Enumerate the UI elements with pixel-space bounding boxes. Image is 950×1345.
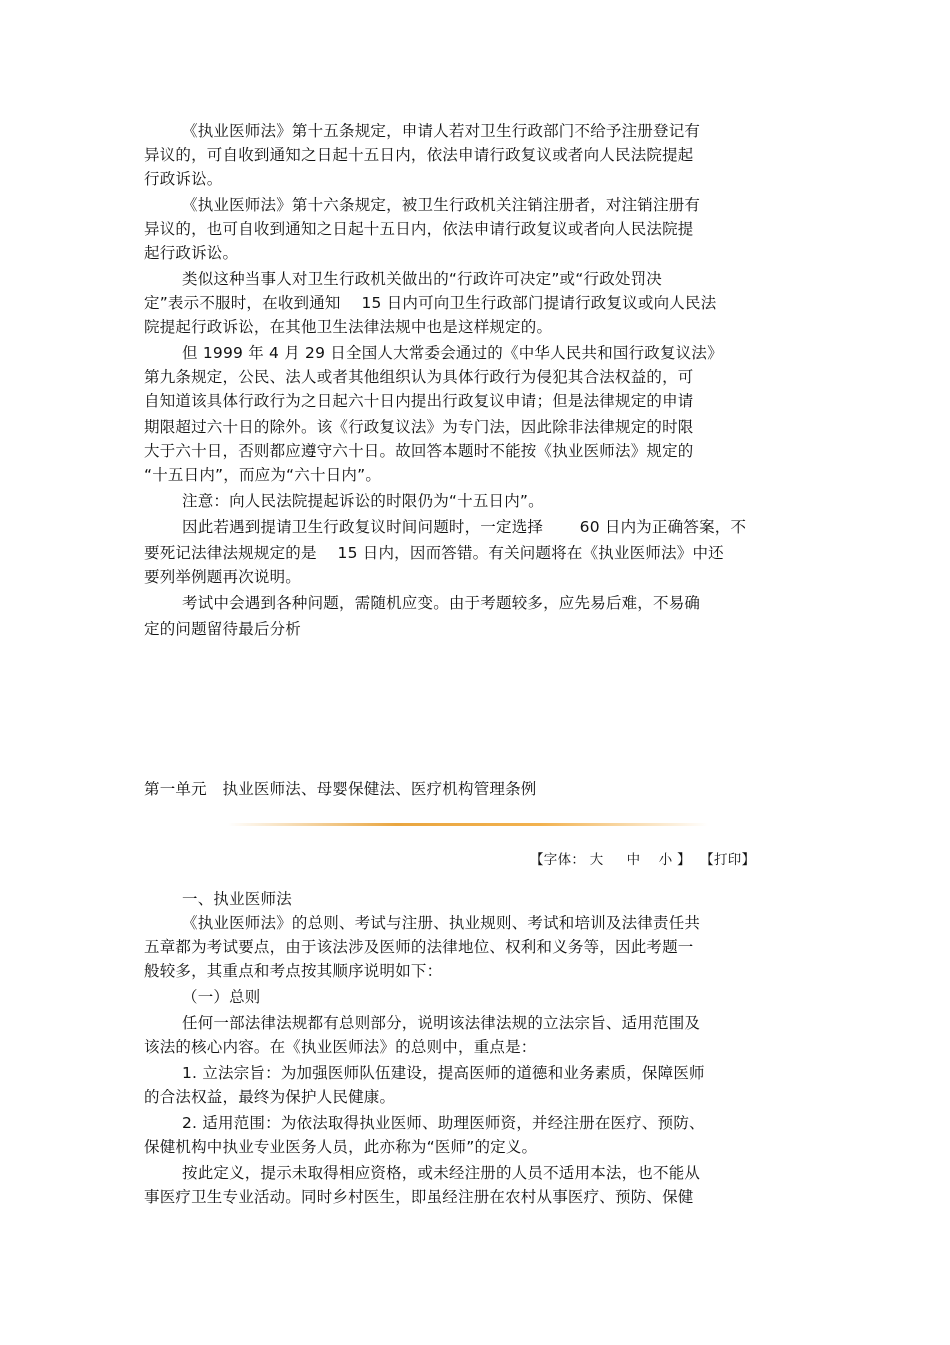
paragraph-line: 大于六十日，否则都应遵守六十日。故回答本题时不能按《执业医师法》规定的 xyxy=(144,442,694,460)
paragraph-line: 但 1999 年 4 月 29 日全国人大常委会通过的《中华人民共和国行政复议法》 xyxy=(182,344,723,362)
paragraph-line: 《执业医师法》的总则、考试与注册、执业规则、考试和培训及法律责任共 xyxy=(182,914,701,932)
section-heading: 一、执业医师法 xyxy=(182,890,292,908)
font-print-toolbar xyxy=(530,851,755,869)
print-button[interactable]: 【打印】 xyxy=(700,852,756,868)
paragraph-line: 要死记法律法规规定的是 15 日内，因而答错。有关问题将在《执业医师法》中还 xyxy=(144,544,724,562)
font-small-button[interactable]: 小 xyxy=(658,852,673,868)
paragraph-line: 异议的，也可自收到通知之日起十五日内，依法申请行政复议或者向人民法院提 xyxy=(144,220,694,238)
paragraph-line: 定的问题留待最后分析 xyxy=(144,620,302,638)
paragraph-line: 因此若遇到提请卫生行政复议时间问题时，一定选择 60 日内为正确答案，不 xyxy=(182,518,747,536)
paragraph-line: 《执业医师法》第十六条规定，被卫生行政机关注销注册者，对注销注册有 xyxy=(182,196,701,214)
subsection-heading: （一）总则 xyxy=(182,988,261,1006)
paragraph-line: 第九条规定，公民、法人或者其他组织认为具体行政行为侵犯其合法权益的，可 xyxy=(144,368,694,386)
paragraph-line: 按此定义，提示未取得相应资格，或未经注册的人员不适用本法，也不能从 xyxy=(182,1164,701,1182)
paragraph-line: 1. 立法宗旨：为加强医师队伍建设，提高医师的道德和业务素质，保障医师 xyxy=(182,1064,705,1082)
unit-title: 第一单元 执业医师法、母婴保健法、医疗机构管理条例 xyxy=(144,780,537,798)
paragraph-line: 般较多，其重点和考点按其顺序说明如下： xyxy=(144,962,443,980)
paragraph-line: 类似这种当事人对卫生行政机关做出的“行政许可决定”或“行政处罚决 xyxy=(182,270,662,288)
paragraph-line: 2. 适用范围：为依法取得执业医师、助理医师资，并经注册在医疗、预防、 xyxy=(182,1114,705,1132)
paragraph-line: 五章都为考试要点，由于该法涉及医师的法律地位、权利和义务等，因此考题一 xyxy=(144,938,694,956)
paragraph-line: 要列举例题再次说明。 xyxy=(144,568,302,586)
paragraph-line: 院提起行政诉讼，在其他卫生法律法规中也是这样规定的。 xyxy=(144,318,553,336)
paragraph-line: 定”表示不服时，在收到通知 15 日内可向卫生行政部门提请行政复议或向人民法 xyxy=(144,294,717,312)
paragraph-line: 保健机构中执业专业医务人员，此亦称为“医师”的定义。 xyxy=(144,1138,538,1156)
font-label: 【字体： xyxy=(530,852,586,868)
font-large-button[interactable]: 大 xyxy=(589,852,604,868)
paragraph-line: 的合法权益，最终为保护人民健康。 xyxy=(144,1088,396,1106)
paragraph-line: 考试中会遇到各种问题，需随机应变。由于考题较多，应先易后难，不易确 xyxy=(182,594,701,612)
font-medium-button[interactable]: 中 xyxy=(626,852,641,868)
paragraph-line: 自知道该具体行政行为之日起六十日内提出行政复议申请；但是法律规定的申请 xyxy=(144,392,694,410)
font-label-close: 】 xyxy=(677,852,691,868)
paragraph-line: 行政诉讼。 xyxy=(144,170,223,188)
title-divider xyxy=(228,823,708,826)
paragraph-line: 《执业医师法》第十五条规定，申请人若对卫生行政部门不给予注册登记有 xyxy=(182,122,701,140)
paragraph-line: 任何一部法律法规都有总则部分，说明该法律法规的立法宗旨、适用范围及 xyxy=(182,1014,701,1032)
paragraph-line: 注意：向人民法院提起诉讼的时限仍为“十五日内”。 xyxy=(182,492,544,510)
paragraph-line: “十五日内”，而应为“六十日内”。 xyxy=(144,466,382,484)
paragraph-line: 异议的，可自收到通知之日起十五日内，依法申请行政复议或者向人民法院提起 xyxy=(144,146,694,164)
paragraph-line: 该法的核心内容。在《执业医师法》的总则中，重点是： xyxy=(144,1038,537,1056)
paragraph-line: 起行政诉讼。 xyxy=(144,244,239,262)
paragraph-line: 期限超过六十日的除外。该《行政复议法》为专门法，因此除非法律规定的时限 xyxy=(144,418,694,436)
paragraph-line: 事医疗卫生专业活动。同时乡村医生，即虽经注册在农村从事医疗、预防、保健 xyxy=(144,1188,694,1206)
